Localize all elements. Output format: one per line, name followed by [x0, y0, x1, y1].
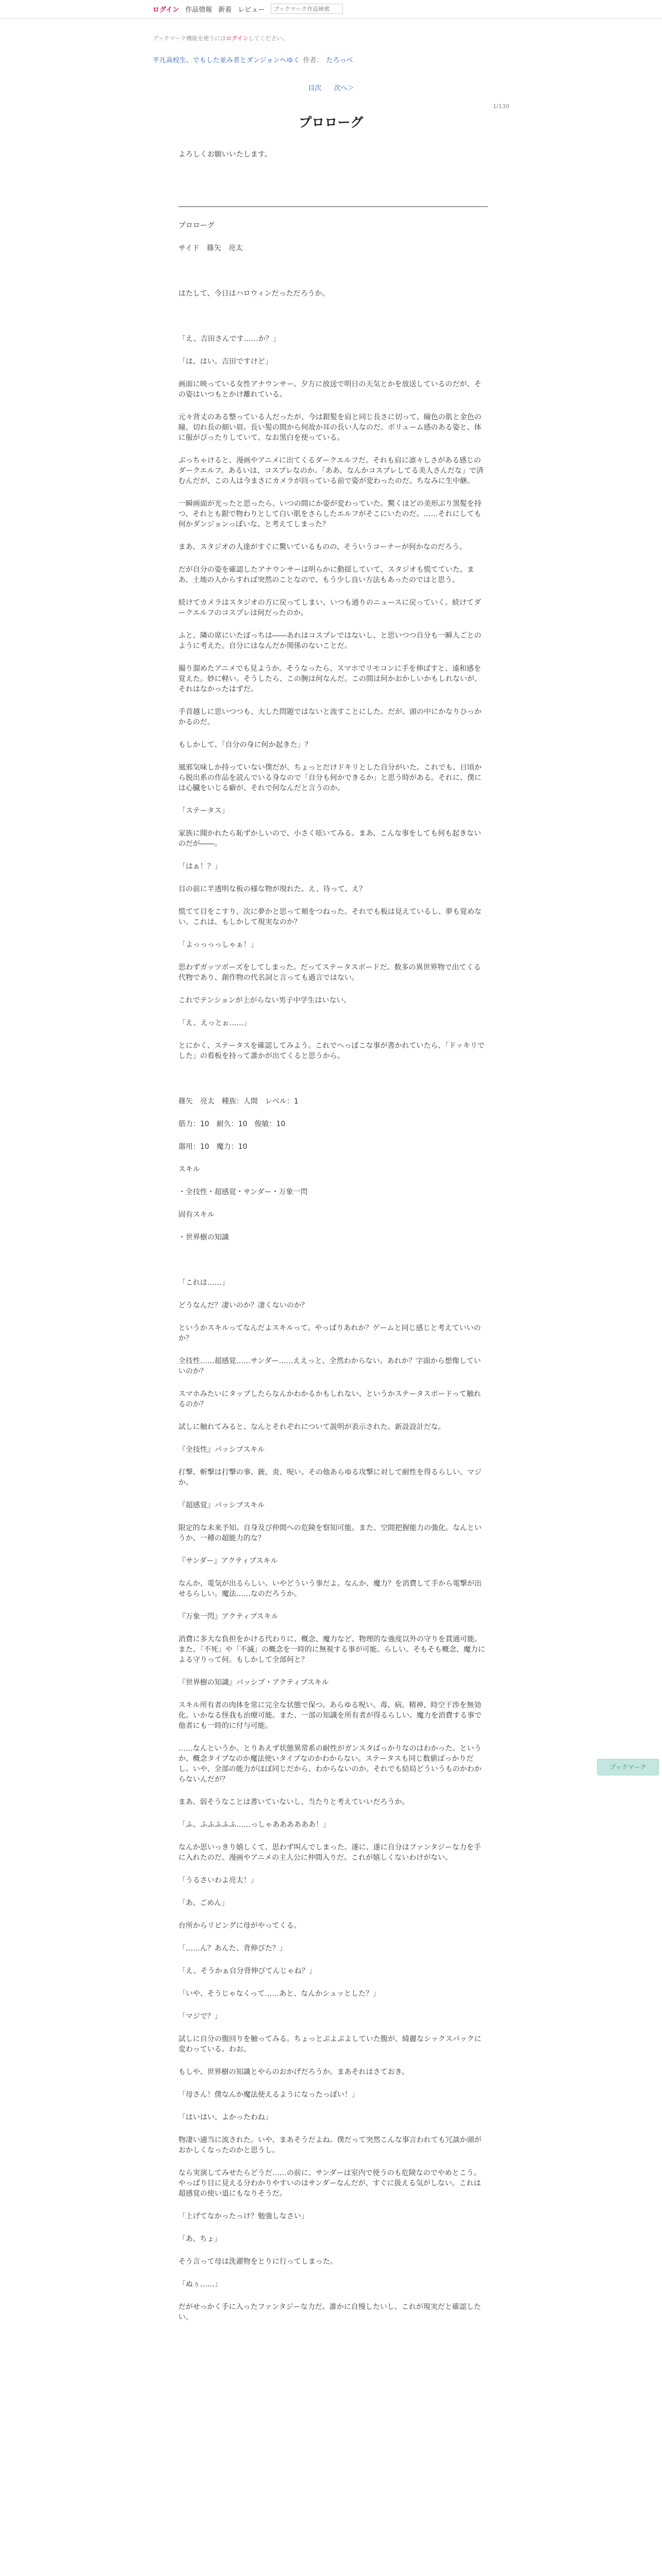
body-paragraph: ……なんというか、とりあえず状態異常系の耐性がガンスタばっかりなのはわかった。というか、概念タイプなのか魔法使いタイプなのかわからない。ステータスも同じ数値ばっかりだし。いや、全部の能力がほぼ同じだから、わからないのか。それでも結局どういうものかわからないんだが？ — [178, 1744, 482, 1784]
body-paragraph: 一瞬画面が光ったと思ったら、いつの間にか姿が変わっていた。驚くほどの美形ぶり黒髪を持つ、それとも銀で物わりとして白い肌をさらしたエルフがそこにいたのだ。……それにしても何かダンジョンっぽいな、と考えてしまった？ — [178, 500, 482, 529]
site-header — [0, 0, 662, 19]
login-link[interactable]: ログイン — [153, 6, 179, 14]
body-paragraph: 物凄い適当に流された。いや、まあそうだよね。僕だって突然こんな事言われても冗談か頭がおかしくなったのかと思うし。 — [178, 2136, 482, 2155]
body-paragraph — [178, 1074, 488, 1084]
body-paragraph: なら実演してみせたらどうだ……の前に、サンダーは室内で使うのも危険なのでやめとこう。やっぱり目に見える分わかりやすいのはサンダーなんだが、すぐに扱える気がしない。これは超感覚の使い道にもなりそうだ。 — [178, 2169, 481, 2198]
toc-link[interactable]: 目次 — [308, 84, 322, 92]
notice-text-before: ブックマーク機能を使うには — [153, 35, 226, 42]
body-paragraph: 「え、そうかぁ自分背伸びてんじゃね？」 — [178, 1967, 316, 1975]
notice-login-link[interactable]: ログイン — [226, 35, 249, 42]
body-paragraph: 試しに触れてみると、なんとそれぞれについて説明が表示された。新設設計だな。 — [178, 1423, 445, 1431]
body-paragraph: ふと、隣の席にいたぼっちは――あれはコスプレではないし、と思いつつ自分も一瞬人ごとのように考えた。自分にはなんだか関係のないことだ。 — [178, 632, 482, 650]
body-paragraph: 『万象一閃』アクティブスキル — [178, 1613, 278, 1621]
body-paragraph: まあ、スタジオの人達がすぐに驚いているものの、そういうコーナーが何かなのだろう。 — [178, 543, 467, 551]
next-chapter-link[interactable]: 次へ＞ — [334, 84, 354, 92]
body-paragraph: 器用：10 魔力：10 — [178, 1143, 247, 1151]
body-paragraph: 『全技性』パッシブスキル — [178, 1446, 265, 1454]
bookmark-button[interactable]: ブックマーク — [597, 1759, 659, 1775]
body-paragraph: 台所からリビングに母がやってくる。 — [178, 1922, 301, 1930]
work-title-link[interactable]: 平凡高校生、でもした並み者とダンジョンへゆく — [153, 57, 300, 64]
body-paragraph: ぶっちゃけると、漫画やアニメに出てくるダークエルフだ。それも肩に凛々しさがある感じのダークエルフ。あるいは、コスプレなのか。「ああ、なんかコスプレしてる美人さんだな」で済むんだが、この人は今まさにカメラが回っている前で姿が変わったのだ。ちなみに生中継。 — [178, 456, 484, 485]
body-paragraph: 「うるさいわよ亮太！」 — [178, 1876, 258, 1885]
body-paragraph: 「母さん！僕なんか魔法使えるようになったっぽい！」 — [178, 2091, 359, 2099]
body-paragraph: 筋力：10 耐久：10 俊敏：10 — [178, 1120, 286, 1128]
author-label: 作者： — [303, 57, 323, 64]
body-paragraph: 打撃、斬撃は打撃の事、銃、炎、呪い、その他あらゆる攻撃に対して耐性を得るらしい。マジか。 — [178, 1468, 482, 1487]
body-paragraph: スキル所有者の肉体を常に完全な状態で保つ。あらゆる呪い、毒、病、精神、時空干渉を無効化。いかなる怪我も治療可能。また、一部の知識を所有者が得るらしい。魔力を消費する事で他者にも一時的に付与可能。 — [178, 1701, 482, 1730]
body-paragraph: 消費に多大な負担をかける代わりに、概念、魔力など、物理的な強度以外の守りを貫通可能。また、「不死」や「不滅」の概念を一時的に無視する事が可能。らしい。そもそも概念、魔力による守りって何。もしかして全部何と？ — [178, 1635, 485, 1664]
body-paragraph: だが自分の姿を確認したアナウンサーは明らかに動揺していて、スタジオも慌てていた。まあ、土地の人からすれば突然のことなので、もう少し良い方法もあったのではと思う。 — [178, 566, 474, 584]
body-paragraph: 「え、吉田さんです……か？」 — [178, 335, 280, 343]
body-paragraph: 撮り溜めたアニメでも見ようか。そうなったら、スマホでリモコンに手を伸ばすと、遠和感を覚えた。妙に軽い。そうしたら、この腕は何なんだ。この間は何かおかしいかもしれないが、それはなかったはずだ。 — [178, 665, 482, 693]
body-paragraph: 続けてカメラはスタジオの方に戻ってしまい、いつも通りのニュースに戻っていく。続けてダークエルフのコスプレは何だったのか。 — [178, 599, 482, 617]
body-paragraph: 『世界樹の知識』パッシブ・アクティブスキル — [178, 1679, 329, 1687]
body-paragraph — [178, 311, 488, 321]
body-paragraph: どうなんだ？凄いのか？凄くないのか？ — [178, 1301, 308, 1310]
body-paragraph: 試しに自分の腹回りを触ってみる。ちょっとぷよぷよしていた腹が、綺麗なシックスパックに変わっている。わお。 — [178, 2035, 482, 2054]
body-paragraph — [178, 1255, 488, 1265]
body-paragraph: 「上げてなかったっけ？勉強しなさい」 — [178, 2212, 308, 2221]
body-paragraph: ・世界樹の知識 — [178, 1233, 229, 1242]
page-number: 1/130 — [493, 103, 509, 110]
body-paragraph: 篠矢 亮太 種族：人間 レベル：1 — [178, 1097, 299, 1106]
body-paragraph: というかスキルってなんだよスキルって。やっぱりあれか？ゲームと同じ感じと考えていいのか？ — [178, 1324, 481, 1343]
chapter-title: プロローグ — [299, 115, 363, 130]
chapter-body — [178, 221, 488, 2335]
body-paragraph: スキル — [178, 1165, 200, 1174]
body-paragraph: ・全技性・超感覚・サンダー・万象一閃 — [178, 1188, 308, 1196]
body-paragraph: だがせっかく手に入ったファンタジーな力だ。誰かに自慢したいし、これが現実だと確認したい。 — [178, 2303, 481, 2321]
bookmark-search-input[interactable] — [271, 4, 343, 14]
body-paragraph: 「よっっっっしゃぁ！」 — [178, 941, 258, 949]
body-paragraph: 目の前に半透明な板の様な物が現れた。え、待って、え？ — [178, 885, 367, 893]
header-nav — [153, 4, 343, 14]
body-paragraph: 『サンダー』アクティブスキル — [178, 1557, 278, 1565]
body-paragraph: 全技性……超感覚……サンダー……ええっと、全然わからない。あれか？字面から想像していいのか？ — [178, 1357, 481, 1376]
chapter-nav — [0, 82, 662, 92]
body-paragraph: 「いや、そうじゃなくって……あと、なんかシュッとした？」 — [178, 1990, 380, 1998]
body-paragraph: 慌てて目をこすり、次に夢かと思って頬をつねった。それでも板は見えているし、夢も覚めない。これは、もしかして現実なのか？ — [178, 908, 482, 926]
body-paragraph: 元々背丈のある整っている人だったが、今は銀髪を肩と同じ長さに切って、瞳色の肌と金色の瞳、切れ長の細い眉。長い髪の間から何故か耳の長い人なのだ。ボリューム感のある姿と、体に服がぴったりしていて、なお黒白を使っている。 — [178, 413, 482, 442]
body-paragraph: 「これは……」 — [178, 1279, 229, 1287]
body-paragraph: 「マジで？」 — [178, 2012, 222, 2021]
body-paragraph: サイド 篠矢 亮太 — [178, 244, 243, 252]
body-paragraph: 「ふ、ふふふふふ……っしゃああああああ！」 — [178, 1821, 330, 1829]
news-link[interactable]: 新着 — [218, 6, 232, 14]
body-paragraph: もしや、世界樹の知識とやらのおかげだろうか。まあそれはさておき。 — [178, 2068, 409, 2076]
body-paragraph: 「はいはい、よかったわね」 — [178, 2113, 272, 2122]
body-paragraph: 「え、えっとぉ……」 — [178, 1019, 251, 1027]
login-notice — [153, 34, 288, 42]
body-paragraph: まあ、弱そうなことは書いていないし、当たりと考えていいだろうか。 — [178, 1798, 409, 1806]
body-paragraph: これでテンションが上がらない男子中学生はいない。 — [178, 996, 351, 1005]
body-paragraph: 「ステータス」 — [178, 807, 229, 815]
body-paragraph: とにかく、ステータスを確認してみよう。これでへっぽこな事が書かれていたら、「ドッキリでした」の看板を持って誰かが出てくると思うから。 — [178, 1042, 485, 1060]
body-paragraph: 思わずガッツポーズをしてしまった。だってステータスボードだ。数多の異世界物で出てくる代物であり、創作物の代名詞と言っても過言ではない。 — [178, 963, 481, 982]
body-paragraph: 「……ん？あんた、背伸びた？」 — [178, 1944, 287, 1953]
body-paragraph: 手首越しに思いつつも、大した問題ではないと流すことにした。だが、頭の中にかなりひっかかるのだ。 — [178, 708, 482, 726]
body-paragraph: 風邪気味しか持っていない僕だが、ちょっとだけドキリとした自分がいた。これでも、日頃から脱出系の作品を読んでいる身なので「自分も何かできるか」と思う時がある。それに、僕には心臓をいじる癖が、それで何なんだと言うのか。 — [178, 764, 482, 792]
body-paragraph: スマホみたいにタップしたらなんかわかるかもしれない、というかステータスボードって触れるのか？ — [178, 1390, 481, 1409]
body-paragraph: そう言って母は洗濯物をとりに行ってしまった。 — [178, 2258, 337, 2266]
body-paragraph: なんか、電気が出るらしい。いやどういう事だよ。なんか、魔力？を消費して手から電撃が出せるらしい。魔法……なのだろうか。 — [178, 1580, 482, 1598]
work-info — [153, 55, 353, 64]
body-paragraph: 家族に聞かれたら恥ずかしいので、小さく呟いてみる。まあ、こんな事をしても何も起きないのだが――。 — [178, 829, 482, 848]
body-paragraph: もしかして、「自分の身に何か起きた」？ — [178, 741, 312, 749]
body-paragraph: なんか思いっきり嬉しくて、思わず叫んでしまった。遂に、遂に自分はファンタジーな力を手に入れたのだ。漫画やアニメの主人公に仲間入りだ。これが嬉しくないわけがない。 — [178, 1843, 481, 1862]
body-paragraph: 固有スキル — [178, 1211, 214, 1219]
body-paragraph: 「あ、ちょ」 — [178, 2235, 222, 2243]
body-paragraph: 「はぁ！？」 — [178, 862, 222, 871]
notice-text-after: してください。 — [248, 35, 288, 42]
review-link[interactable]: レビュー — [238, 6, 265, 14]
author-link[interactable]: たろっぺ — [326, 57, 353, 64]
body-paragraph — [178, 266, 488, 276]
divider — [178, 206, 488, 207]
body-paragraph: はたして、今日はハロウィンだっただろうか。 — [178, 290, 329, 298]
body-paragraph: 画面に映っている女性アナウンサー。夕方に放送で明日の天気とかを放送しているのだが、その姿はいつもとかけ離れている。 — [178, 380, 482, 399]
body-paragraph: 『超感覚』パッシブスキル — [178, 1501, 265, 1510]
works-link[interactable]: 作品情報 — [185, 6, 212, 14]
body-paragraph: 「は、はい。吉田ですけど」 — [178, 358, 272, 366]
body-paragraph: 限定的な未来予知。自身及び仲間への危険を察知可能。また、空間把握能力の強化。なんというか、一種の超能力的な？ — [178, 1524, 482, 1543]
body-paragraph: 「あ、ごめん」 — [178, 1899, 229, 1907]
body-paragraph: プロローグ — [178, 222, 214, 230]
body-paragraph: 「ぬぅ……」 — [178, 2280, 222, 2289]
preface-text: よろしくお願いいたします。 — [178, 150, 272, 159]
